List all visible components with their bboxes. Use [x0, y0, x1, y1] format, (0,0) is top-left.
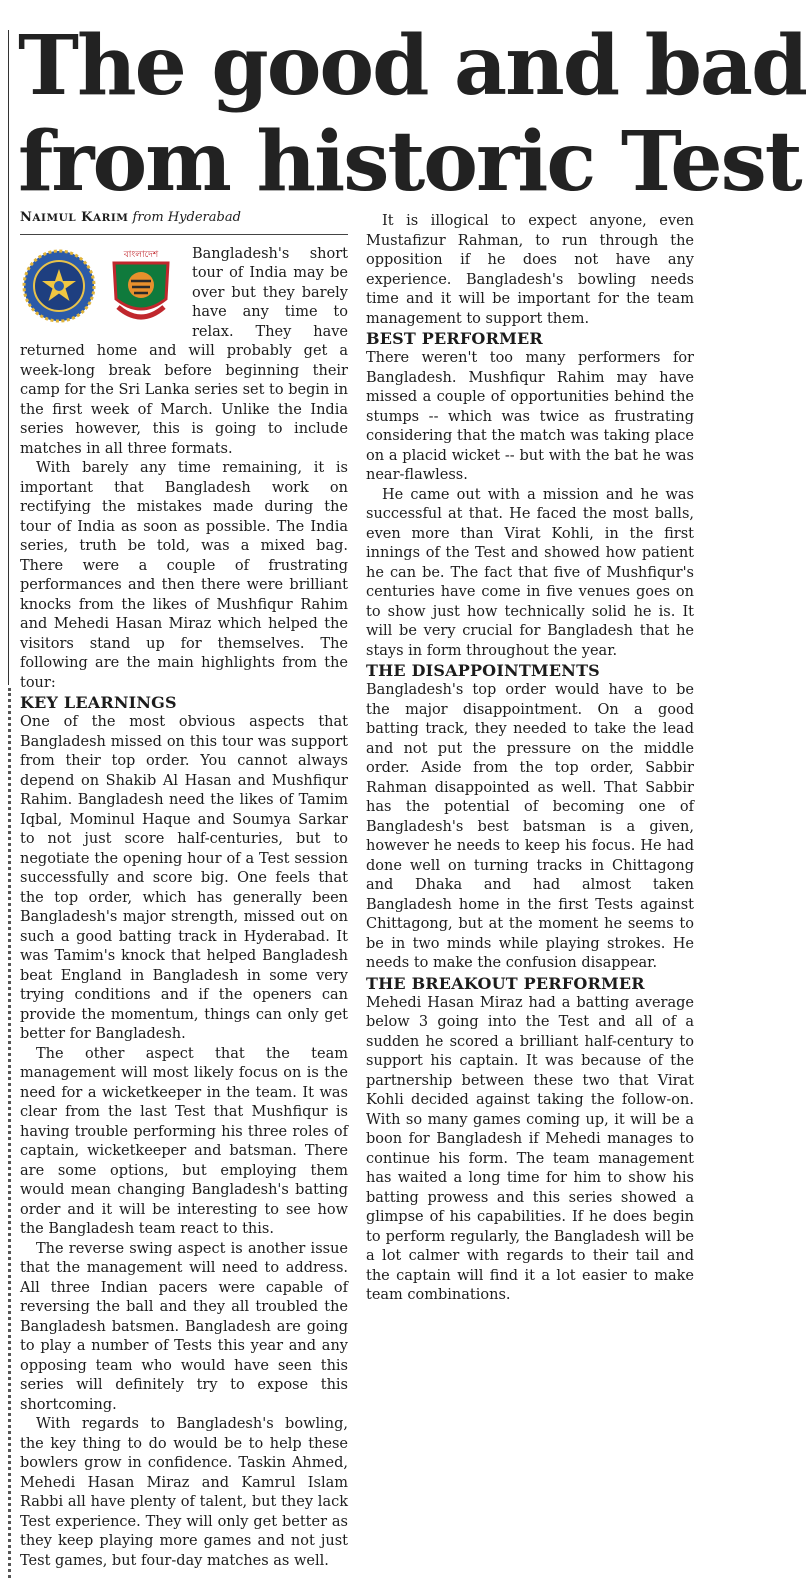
bcb-logo-icon	[104, 247, 178, 327]
headline	[18, 18, 806, 210]
left-dotted-rule	[8, 688, 11, 1578]
intro-paragraph-1: Bangladesh's short tour of India may be over but they barely have any time to relax. They have returned home and will probably get a week-long break before beginning their camp for the Sri Lanka series set to begin in the first week of March. Unlike the India series however, this is going to include matches in all three formats.	[20, 245, 348, 457]
headline-line-1: The good and bad	[18, 18, 806, 114]
disappointments-paragraph: Bangladesh's top order would have to be the major disappointment. On a good batting track, they needed to take the lead and not put the pressure on the middle order. Aside from the top order, Sabbir Rahman disappointed as well. That Sabbir has the potential of becoming one of Bangladesh's best batsman is a given, however he needs to keep his focus. He had done well on turning tracks in Chittagong and Dhaka and had almost taken Bangladesh home in the first Tests against Chittagong, but at the moment he seems to be in two minds while playing strokes. He needs to make the confusion disappear.	[366, 682, 694, 971]
best-performer-heading: BEST PERFORMER	[366, 329, 543, 348]
breakout-performer-paragraph: Mehedi Hasan Miraz had a batting average below 3 going into the Test and all of a sudden he scored a brilliant half-century to support his captain. It was because of the partnership between these two that Virat Kohli decided against taking the follow-on. With so many games coming up, it will be a boon for Bangladesh if Mehedi manages to continue his form. The team management has waited a long time for him to show his batting prowess and this series showed a glimpse of his capabilities. If he does begin to perform regularly, the Bangladesh will be a lot calmer with regards to their tail and the captain will find it a lot easier to make team combinations.	[366, 994, 694, 1303]
bcb-logo-text: বাংলাদেশ	[123, 249, 159, 260]
byline	[20, 208, 348, 235]
logos	[20, 247, 186, 329]
key-learnings-paragraph-4: With regards to Bangladesh's bowling, the key thing to do would be to help these bowlers grow in confidence. Taskin Ahmed, Mehedi Hasan Miraz and Kamrul Islam Rabbi all have plenty of talent, but they lack Test experience. They will only get better as they keep playing more games and not just Test games, but four-day matches as well.	[20, 1416, 348, 1569]
author-name	[20, 210, 128, 225]
key-learnings-paragraph-3: The reverse swing aspect is another issue that the management will need to address. All three Indian pacers were capable of reversing the ball and they all troubled the Bangladesh batsmen. Bangladesh are going to play a number of Tests this year and any opposing team who would have seen this series will definitely try to expose this shortcoming.	[20, 1240, 348, 1413]
key-learnings-paragraph-5: It is illogical to expect anyone, even Mustafizur Rahman, to run through the opposition if he does not have any experience. Bangladesh's bowling needs time and it will be important for the team management to support them.	[366, 213, 694, 327]
bcci-logo-icon	[22, 249, 96, 323]
best-performer-paragraph-1: There weren't too many performers for Bangladesh. Mushfiqur Rahim may have missed a couple of opportunities behind the stumps -- which was twice as frustrating considering that the match was taking place on a placid wicket -- but with the bat he was near-flawless.	[366, 350, 694, 483]
dateline: from Hyderabad	[132, 210, 241, 225]
left-rule-line	[8, 30, 9, 685]
key-learnings-heading: KEY LEARNINGS	[20, 693, 177, 712]
article-column-right	[366, 212, 694, 1306]
intro-paragraph-2: With barely any time remaining, it is important that Bangladesh work on rectifying the mistakes made during the tour of India as soon as possible. The India series, truth be told, was a mixed bag. There were a couple of frustrating performances and then there were brilliant knocks from the likes of Mushfiqur Rahim and Mehedi Hasan Miraz which helped the visitors stand up for themselves. The following are the main highlights from the tour:	[20, 460, 348, 691]
key-learnings-paragraph-1: One of the most obvious aspects that Bangladesh missed on this tour was support from their top order. You cannot always depend on Shakib Al Hasan and Mushfiqur Rahim. Bangladesh need the likes of Tamim Iqbal, Mominul Haque and Soumya Sarkar to not just score half-centuries, but to negotiate the opening hour of a Test session successfully and score big. One feels that the top order, which has generally been Bangladesh's major strength, missed out on such a good batting track in Hyderabad. It was Tamim's knock that helped Bangladesh beat England in Bangladesh in some very trying conditions and if the openers can provide the momentum, things can only get better for Bangladesh.	[20, 714, 348, 1042]
author-first-initial: N	[20, 210, 33, 225]
author-last-rest: ARIM	[92, 212, 129, 224]
author-last-initial: K	[81, 210, 93, 225]
disappointments-heading: THE DISAPPOINTMENTS	[366, 661, 600, 680]
author-first-rest: AIMUL	[32, 212, 77, 224]
best-performer-paragraph-2: He came out with a mission and he was successful at that. He faced the most balls, even more than Virat Kohli, in the first innings of the Test and showed how patient he can be. The fact that five of Mushfiqur's centuries have come in five venues goes on to show just how technically solid he is. It will be very crucial for Bangladesh that he stays in form throughout the year.	[366, 486, 694, 659]
key-learnings-paragraph-2: The other aspect that the team management will most likely focus on is the need for a wicketkeeper in the team. It was clear from the last Test that Mushfiqur is having trouble performing his three roles of captain, wicketkeeper and batsman. There are some options, but employing them would mean changing Bangladesh's batting order and it will be interesting to see how the Bangladesh team react to this.	[20, 1045, 348, 1237]
headline-line-2: from historic Test	[18, 114, 801, 210]
breakout-performer-heading: THE BREAKOUT PERFORMER	[366, 973, 645, 993]
article-column-left	[20, 208, 348, 1571]
